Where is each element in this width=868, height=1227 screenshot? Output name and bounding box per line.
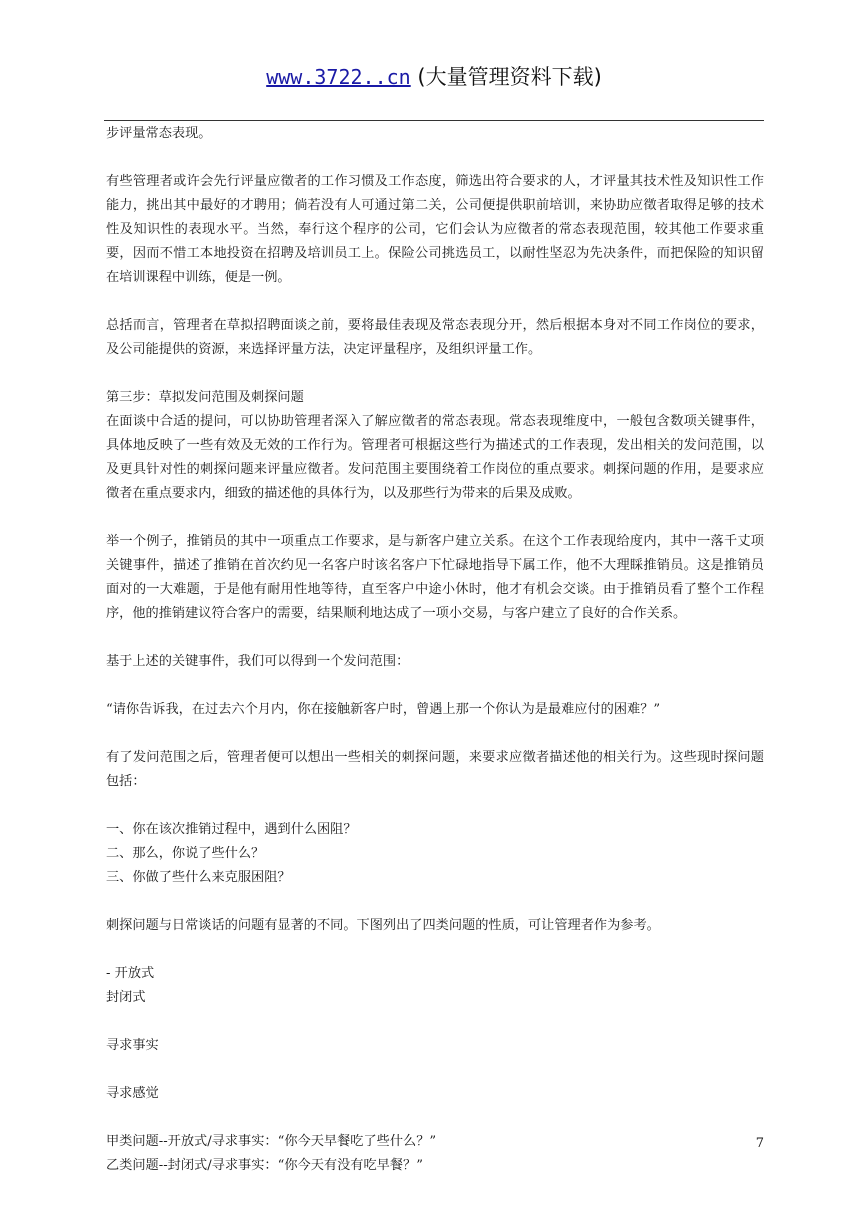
paragraph-4: 举一个例子，推销员的其中一项重点工作要求，是与新客户建立关系。在这个工作表现给度内，其中一落千丈项关键事件，描述了推销在首次约见一名客户时该名客户下忙碌地指导下属工作，他不大理睬推销员。这是推销员面对的一大难题，于是他有耐用性地等待，直至客户中途小休时，他才有机会交谈。由于推销员看了整个工作程序，他的推销建议符合客户的需要，结果顺利地达成了一项小交易，与客户建立了良好的合作关系。 (106, 534, 764, 621)
type-feeling-seeking: 寻求感觉 (106, 1086, 159, 1101)
example-b: 乙类问题--封闭式/寻求事实：“你今天有没有吃早餐？” (106, 1158, 423, 1173)
paragraph-1: 有些管理者或许会先行评量应徵者的工作习惯及工作态度，筛选出符合要求的人，才评量其技术性及知识性工作能力，挑出其中最好的才聘用；倘若没有人可通过第二关，公司便提供职前培训，来协助应徵者取得足够的技术性及知识性的表现水平。当然，奉行这个程序的公司，它们会认为应徵者的常态表现范围，较其他工作要求重要，因而不惜工本地投资在招聘及培训员工上。保险公司挑选员工，以耐性坚忍为先决条件，而把保险的知识留在培训课程中训练，便是一例。 (106, 174, 764, 285)
header-divider (104, 120, 764, 121)
step3-heading: 第三步：草拟发问范围及刺探问题 (106, 390, 304, 405)
paragraph-continued: 步评量常态表现。 (106, 126, 212, 141)
paragraph-5: 基于上述的关键事件，我们可以得到一个发问范围： (106, 654, 410, 669)
site-link[interactable]: www.3722..cn (266, 65, 411, 89)
type-fact-seeking: 寻求事实 (106, 1038, 159, 1053)
page-number: 7 (755, 1136, 764, 1151)
probe-question-1: 一、你在该次推销过程中，遇到什么困阻？ (106, 822, 357, 837)
header-tagline: (大量管理资料下载) (417, 65, 602, 89)
document-body (106, 122, 764, 1178)
probe-question-2: 二、那么，你说了些什么？ (106, 846, 265, 861)
paragraph-2: 总括而言，管理者在草拟招聘面谈之前，要将最佳表现及常态表现分开，然后根据本身对不同工作岗位的要求，及公司能提供的资源，来选择评量方法，决定评量程序，及组织评量工作。 (106, 318, 764, 357)
example-a: 甲类问题--开放式/寻求事实：“你今天早餐吃了些什么？” (106, 1134, 437, 1149)
type-closed: 封闭式 (106, 990, 146, 1005)
paragraph-7: 有了发问范围之后，管理者便可以想出一些相关的刺探问题，来要求应徵者描述他的相关行为。这些现时探问题包括： (106, 750, 764, 789)
paragraph-8: 刺探问题与日常谈话的问题有显著的不同。下图列出了四类问题的性质，可让管理者作为参考。 (106, 918, 660, 933)
paragraph-3: 在面谈中合适的提问，可以协助管理者深入了解应徵者的常态表现。常态表现维度中，一般包含数项关键事件，具体地反映了一些有效及无效的工作行为。管理者可根据这些行为描述式的工作表现，发出相关的发问范围，以及更具针对性的刺探问题来评量应徵者。发问范围主要围绕着工作岗位的重点要求。刺探问题的作用，是要求应徵者在重点要求内，细致的描述他的具体行为，以及那些行为带来的后果及成败。 (106, 414, 764, 501)
type-open: - 开放式 (106, 966, 155, 981)
page-header (0, 62, 868, 92)
probe-question-3: 三、你做了些什么来克服困阻？ (106, 870, 291, 885)
paragraph-6-quote: “请你告诉我，在过去六个月内，你在接触新客户时，曾遇上那一个你认为是最难应付的困难？” (106, 702, 661, 717)
